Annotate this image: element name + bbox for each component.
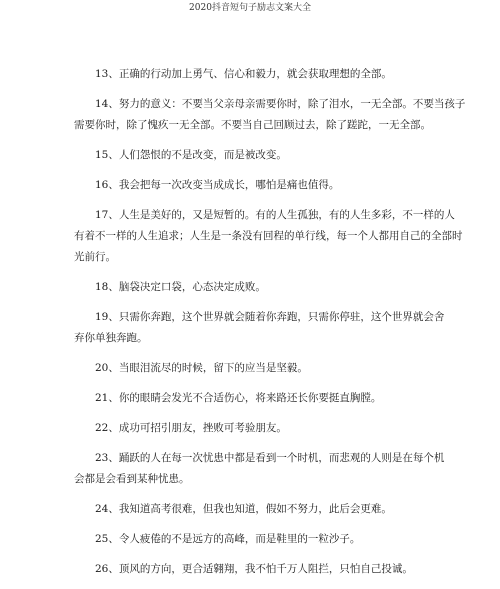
paragraph-line: 20、当眼泪流尽的时候，留下的应当是坚毅。 xyxy=(95,362,308,374)
paragraph-21 xyxy=(74,388,430,409)
paragraph-line: 有着不一样的人生追求；人生是一条没有回程的单行线，每一个人都用自己的全部时 xyxy=(74,230,463,242)
paragraph-13 xyxy=(74,64,430,85)
paragraph-22 xyxy=(74,418,430,439)
paragraph-line: 15、人们怨恨的不是改变，而是被改变。 xyxy=(95,149,287,161)
paragraph-15 xyxy=(74,145,430,166)
paragraph-19 xyxy=(74,307,445,349)
paragraph-line: 23、踊跃的人在每一次忧患中都是看到一个时机，而悲观的人则是在每个机 xyxy=(95,452,445,464)
paragraph-line: 19、只需你奔跑，这个世界就会随着你奔跑，只需你停驻，这个世界就会舍 xyxy=(95,311,445,323)
paragraph-line: 16、我会把每一次改变当成成长，哪怕是痛也值得。 xyxy=(95,179,340,191)
paragraph-line: 21、你的眼睛会发光不合适伤心，将来路还长你要挺直胸膛。 xyxy=(95,392,382,404)
paragraph-18 xyxy=(74,277,430,298)
document-header: 2020抖音短句子励志文案大全 xyxy=(189,3,311,13)
paragraph-23 xyxy=(74,448,445,490)
paragraph-line: 24、我知道高考很难，但我也知道，假如不努力，此后会更难。 xyxy=(95,503,392,515)
paragraph-14 xyxy=(74,94,466,136)
paragraph-line: 会都是会看到某种忧患。 xyxy=(74,473,190,485)
paragraph-line: 弃你单独奔跑。 xyxy=(74,332,148,344)
document-body xyxy=(74,64,466,589)
paragraph-line: 14、努力的意义：不要当父亲母亲需要你时，除了泪水，一无全部。不要当孩子 xyxy=(95,98,466,110)
paragraph-line: 22、成功可招引朋友，挫败可考验朋友。 xyxy=(95,422,287,434)
paragraph-line: 18、脑袋决定口袋，心态决定成败。 xyxy=(95,281,266,293)
paragraph-24 xyxy=(74,499,430,520)
paragraph-20 xyxy=(74,358,430,379)
paragraph-line: 26、顶风的方向，更合适翱翔，我不怕千万人阻拦，只怕自己投诚。 xyxy=(95,563,413,575)
paragraph-line: 25、令人疲倦的不是远方的高峰，而是鞋里的一粒沙子。 xyxy=(95,533,361,545)
paragraph-line: 17、人生是美好的，又是短暂的。有的人生孤独，有的人生多彩，不一样的人 xyxy=(95,209,455,221)
paragraph-line: 光前行。 xyxy=(74,251,116,263)
paragraph-16 xyxy=(74,175,430,196)
paragraph-line: 需要你时，除了愧疚一无全部。不要当自己回顾过去，除了蹉跎，一无全部。 xyxy=(74,119,431,131)
paragraph-26 xyxy=(74,559,430,580)
paragraph-line: 13、正确的行动加上勇气、信心和毅力，就会获取理想的全部。 xyxy=(95,68,392,80)
paragraph-25 xyxy=(74,529,430,550)
paragraph-17 xyxy=(74,205,463,268)
